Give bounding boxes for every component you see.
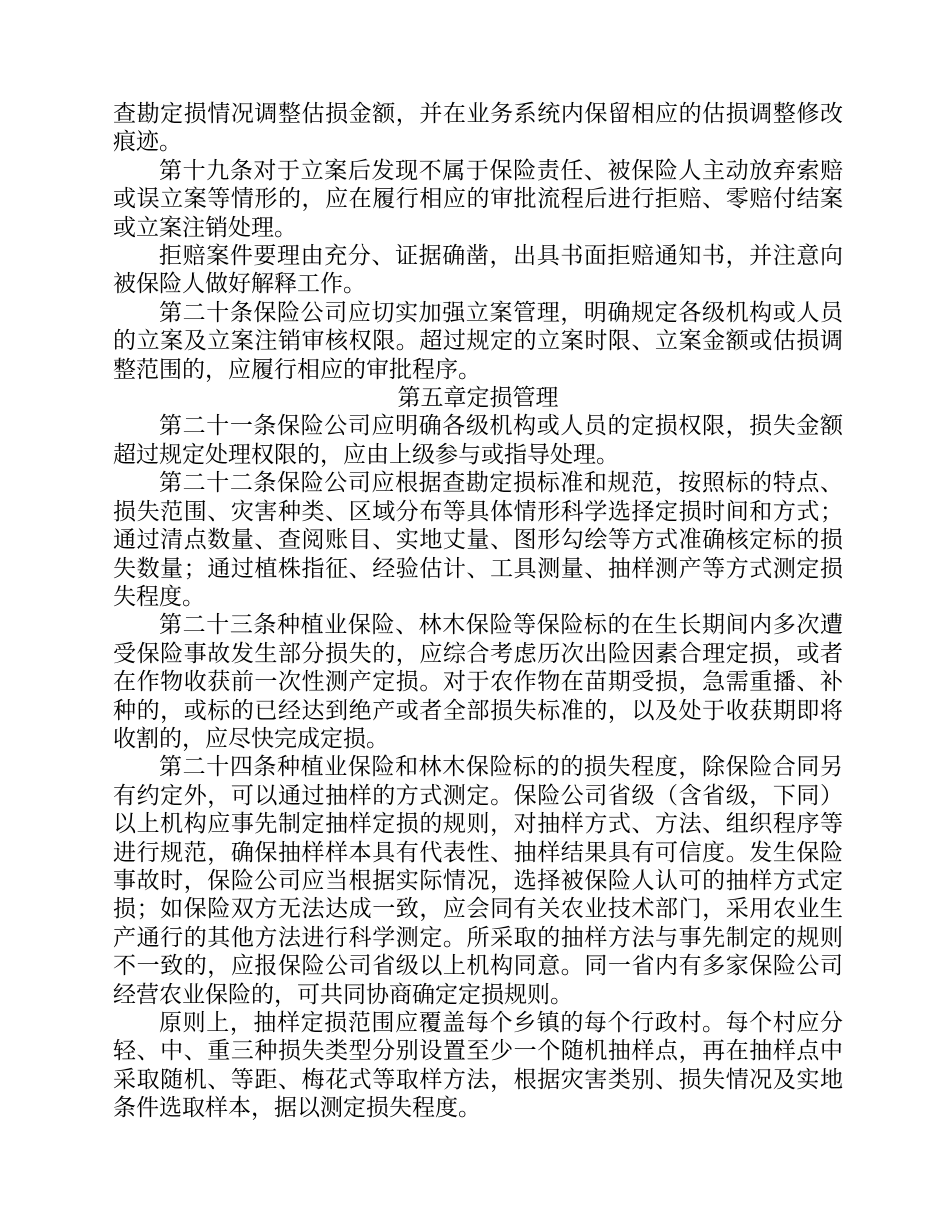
sampling-principle-paragraph: 原则上，抽样定损范围应覆盖每个乡镇的每个行政村。每个村应分轻、中、重三种损失类型分别设置至少一个随机抽样点，再在抽样点中采取随机、等距、梅花式等取样方法，根据灾害类别、损失情况及实地条件选取样本，据以测定损失程度。 xyxy=(113,1010,843,1122)
article-21-paragraph: 第二十一条保险公司应明确各级机构或人员的定损权限，损失金额超过规定处理权限的，应由上级参与或指导处理。 xyxy=(113,413,843,468)
article-19-paragraph: 第十九条对于立案后发现不属于保险责任、被保险人主动放弃索赔或误立案等情形的，应在履行相应的审批流程后进行拒赔、零赔付结案或立案注销处理。 xyxy=(113,157,843,241)
article-23-paragraph: 第二十三条种植业保险、林木保险等保险标的在生长期间内多次遭受保险事故发生部分损失的，应综合考虑历次出险因素合理定损，或者在作物收获前一次性测产定损。对于农作物在苗期受损，急需重播、补种的，或标的已经达到绝产或者全部损失标准的，以及处于收获期即将收割的，应尽快完成定损。 xyxy=(113,612,843,752)
paragraph-continuation: 查勘定损情况调整估损金额，并在业务系统内保留相应的估损调整修改痕迹。 xyxy=(113,101,843,156)
claim-rejection-paragraph: 拒赔案件要理由充分、证据确凿，出具书面拒赔通知书，并注意向被保险人做好解释工作。 xyxy=(113,243,843,298)
article-24-paragraph: 第二十四条种植业保险和林木保险标的的损失程度，除保险合同另有约定外，可以通过抽样的方式测定。保险公司省级（含省级，下同）以上机构应事先制定抽样定损的规则，对抽样方式、方法、组织程序等进行规范，确保抽样样本具有代表性、抽样结果具有可信度。发生保险事故时，保险公司应当根据实际情况，选择被保险人认可的抽样方式定损；如保险双方无法达成一致，应会同有关农业技术部门，采用农业生产通行的其他方法进行科学测定。所采取的抽样方法与事先制定的规则不一致的，应报保险公司省级以上机构同意。同一省内有多家保险公司经营农业保险的，可共同协商确定定损规则。 xyxy=(113,754,843,1008)
article-22-paragraph: 第二十二条保险公司应根据查勘定损标准和规范，按照标的特点、损失范围、灾害种类、区域分布等具体情形科学选择定损时间和方式；通过清点数量、查阅账目、实地丈量、图形勾绘等方式准确核定标的损失数量；通过植株指征、经验估计、工具测量、抽样测产等方式测定损失程度。 xyxy=(113,470,843,610)
article-20-paragraph: 第二十条保险公司应切实加强立案管理，明确规定各级机构或人员的立案及立案注销审核权限。超过规定的立案时限、立案金额或估损调整范围的，应履行相应的审批程序。 xyxy=(113,299,843,383)
chapter-heading: 第五章定损管理 xyxy=(397,385,559,412)
document-page xyxy=(113,100,843,1123)
